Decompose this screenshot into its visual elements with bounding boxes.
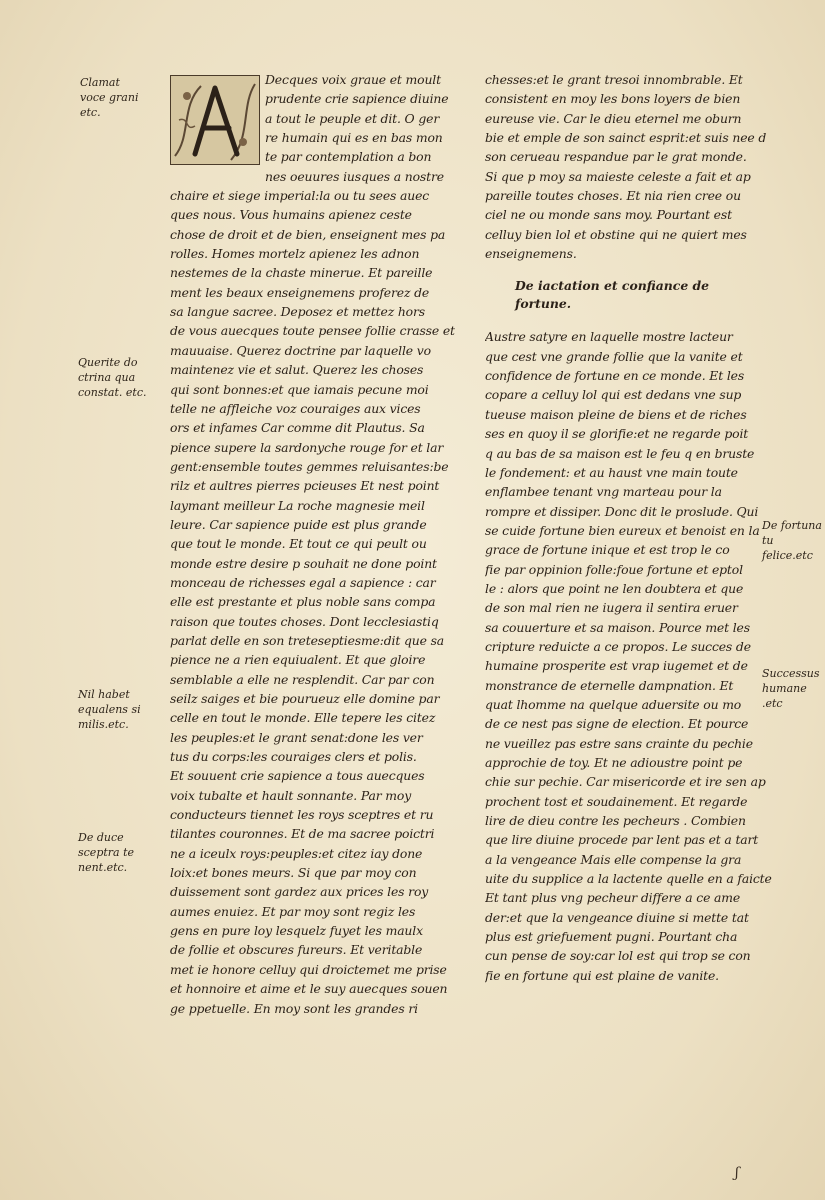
text-line: eureuse vie. Car le dieu eternel me oburn — [485, 110, 742, 126]
text-line: celluy bien lol et obstine qui ne quiert mes — [485, 226, 747, 242]
text-line: bie et emple de son sainct esprit:et suis nee d — [485, 130, 767, 146]
text-line: consistent en moy les bons loyers de bien — [485, 91, 741, 107]
text-line: cun pense de soy:car lol est qui trop se con — [485, 948, 751, 964]
text-line: voix tubalte et hault sonnante. Par moy — [170, 787, 412, 803]
text-line: de son mal rien ne iugera il sentira eruer — [485, 600, 738, 616]
text-line: gent:ensemble toutes gemmes reluisantes:be — [170, 458, 449, 474]
margin-note-4: De duce sceptra te nent.etc. — [78, 831, 135, 874]
text-line: fie en fortune qui est plaine de vanite. — [485, 967, 719, 983]
text-line: sa couuerture et sa maison. Pource met les — [485, 619, 750, 635]
text-line: son cerueau respandue par le grat monde. — [485, 149, 747, 165]
text-line: ors et infames Car comme dit Plautus. Sa — [170, 420, 425, 436]
text-line: ciel ne ou monde sans moy. Pourtant est — [485, 207, 732, 223]
text-line: ne a iceulx roys:peuples:et citez iay done — [170, 845, 423, 861]
text-line: leure. Car sapience puide est plus grande — [170, 516, 427, 532]
text-line: copare a celluy lol qui est dedans vne sup — [485, 387, 742, 403]
text-line: enflambee tenant vng marteau pour la — [485, 484, 722, 500]
stray-mark: ʃ — [735, 1165, 739, 1181]
text-line: nestemes de la chaste minerue. Et pareille — [170, 265, 433, 281]
text-line: q au bas de sa maison est le feu q en bruste — [485, 445, 755, 461]
text-line: les peuples:et le grant senat:done les ver — [170, 729, 423, 745]
text-line: enseignemens. — [485, 246, 577, 262]
text-line: rompre et dissiper. Donc dit le proslude. Qui — [485, 503, 759, 519]
text-line: prochent tost et soudainement. Et regarde — [485, 793, 748, 809]
text-line: que tout le monde. Et tout ce qui peult ou — [170, 536, 427, 552]
text-line: Si que p moy sa maieste celeste a fait et ap — [485, 168, 751, 184]
text-line: chose de droit et de bien, enseignent mes pa — [170, 226, 446, 242]
text-line: approchie de toy. Et ne adioustre point pe — [485, 755, 743, 770]
text-line: duissement sont gardez aux prices les roy — [170, 884, 429, 900]
text-line: uite du supplice a la lactente quelle en a faicte — [485, 871, 772, 887]
text-line: elle est prestante et plus noble sans compa — [170, 594, 436, 610]
text-line: Austre satyre en laquelle mostre lacteur — [485, 329, 733, 345]
text-line: der:et que la vengeance diuine si mette tat — [485, 909, 749, 925]
text-line: pience supere la sardonyche rouge for et lar — [170, 439, 444, 455]
text-line: loix:et bones meurs. Si que par moy con — [170, 865, 417, 881]
text-line: re humain qui es en bas mon — [265, 130, 443, 146]
margin-note-2: Querite do ctrina qua constat. etc. — [78, 356, 147, 399]
text-line: tueuse maison pleine de biens et de riches — [485, 406, 747, 422]
text-line: telle ne affleiche voz couraiges aux vices — [170, 400, 421, 416]
text-line: aumes enuiez. Et par moy sont regiz les — [170, 903, 416, 919]
text-line: maintenez vie et salut. Querez les choses — [170, 362, 424, 378]
text-line: cripture reduicte a ce propos. Le succes de — [485, 638, 751, 654]
text-line: rolles. Homes mortelz apienez les adnon — [170, 246, 420, 262]
text-line: ses en quoy il se glorifie:et ne regarde poit — [485, 426, 749, 442]
margin-note-3: Nil habet equalens si milis.etc. — [78, 688, 141, 731]
text-line: que lire diuine procede par lent pas et a tart — [485, 832, 759, 848]
left-column-body — [170, 186, 470, 1018]
text-line: ge ppetuelle. En moy sont les grandes ri — [170, 1000, 418, 1016]
text-line: ne vueillez pas estre sans crainte du pechie — [485, 735, 753, 751]
text-line: grace de fortune inique et est trop le co — [485, 542, 730, 558]
text-line: ment les beaux enseignemens proferez de — [170, 284, 430, 300]
text-line: a la vengeance Mais elle compense la gra — [485, 851, 742, 867]
text-line: de vous auecques toute pensee follie crasse et — [170, 323, 455, 339]
text-line: qui sont bonnes:et que iamais pecune moi — [170, 381, 429, 397]
text-line: pareille toutes choses. Et nia rien cree ou — [485, 188, 741, 204]
text-line: Decques voix graue et moult — [265, 72, 441, 87]
text-line: nes oeuures iusques a nostre — [265, 168, 444, 184]
text-line: parlat delle en son treteseptiesme:dit que sa — [170, 632, 445, 648]
text-line: ques nous. Vous humains apienez ceste — [170, 207, 412, 223]
text-line: rilz et aultres pierres pcieuses Et nest point — [170, 478, 440, 494]
text-line: te par contemplation a bon — [265, 149, 432, 165]
text-line: lire de dieu contre les pecheurs . Combien — [485, 813, 746, 829]
text-line: tilantes couronnes. Et de ma sacree poictri — [170, 826, 435, 842]
text-line: le fondement: et au haust vne main toute — [485, 464, 738, 480]
text-line: se cuide fortune bien eureux et benoist en la — [485, 522, 760, 538]
text-line: semblable a elle ne resplendit. Car par con — [170, 671, 435, 687]
text-line: tus du corps:les couraiges clers et polis. — [170, 749, 417, 765]
text-line: Et tant plus vng pecheur differe a ce ame — [485, 890, 741, 906]
text-line: confidence de fortune en ce monde. Et les — [485, 368, 745, 384]
left-column — [170, 70, 470, 1018]
text-line: monde estre desire p souhait ne done point — [170, 555, 437, 571]
margin-note-right-1: De fortuna tu felice.etc — [762, 519, 822, 562]
text-line: a tout le peuple et dit. O ger — [265, 110, 440, 126]
text-line: fie par oppinion folle:foue fortune et eptol — [485, 561, 743, 577]
right-column-top — [485, 70, 805, 263]
text-line: quat lhomme na quelque aduersite ou mo — [485, 696, 742, 712]
right-column — [485, 70, 805, 985]
text-line: sa langue sacree. Deposez et mettez hors — [170, 304, 425, 320]
text-line: raison que toutes choses. Dont lecclesiastiq — [170, 613, 439, 629]
text-line: laymant meilleur La roche magnesie meil — [170, 497, 425, 513]
text-line: chaire et siege imperial:la ou tu sees auec — [170, 188, 430, 204]
section-heading-line: De iactation et confiance de — [515, 278, 710, 294]
text-line: celle en tout le monde. Elle tepere les citez — [170, 710, 436, 726]
text-line: met ie honore celluy qui droictemet me prise — [170, 961, 447, 977]
text-line: monceau de richesses egal a sapience : car — [170, 574, 436, 590]
right-column-body — [485, 327, 805, 985]
text-line: chie sur pechie. Car misericorde et ire sen ap — [485, 774, 766, 790]
text-line: gens en pure loy lesquelz fuyet les maulx — [170, 923, 423, 939]
text-line: conducteurs tiennet les roys sceptres et ru — [170, 807, 434, 823]
section-heading — [485, 277, 805, 313]
text-line: plus est griefuement pugni. Pourtant cha — [485, 929, 738, 945]
text-line: de follie et obscures fureurs. Et veritable — [170, 942, 423, 958]
text-line: mauuaise. Querez doctrine par laquelle vo — [170, 342, 431, 358]
text-line: le : alors que point ne len doubtera et que — [485, 580, 744, 596]
text-line: de ce nest pas signe de election. Et pource — [485, 716, 749, 732]
section-heading-line: fortune. — [515, 296, 572, 312]
margin-note-1: Clamat voce grani etc. — [80, 76, 139, 119]
text-line: que cest vne grande follie que la vanite et — [485, 348, 743, 364]
text-line: seilz saiges et bie pourueuz elle domine par — [170, 691, 440, 706]
text-line: et honnoire et aime et le suy auecques souen — [170, 981, 448, 997]
text-line: Et souuent crie sapience a tous auecques — [170, 768, 425, 784]
text-line: humaine prosperite est vrap iugemet et de — [485, 658, 748, 674]
margin-note-right-2: Successus humane .etc — [762, 667, 820, 710]
text-line: prudente crie sapience diuine — [265, 91, 449, 107]
text-line: monstrance de eternelle dampnation. Et — [485, 677, 734, 693]
text-line: chesses:et le grant tresoi innombrable. Et — [485, 72, 743, 87]
text-line: pience ne a rien equiualent. Et que gloire — [170, 652, 426, 668]
